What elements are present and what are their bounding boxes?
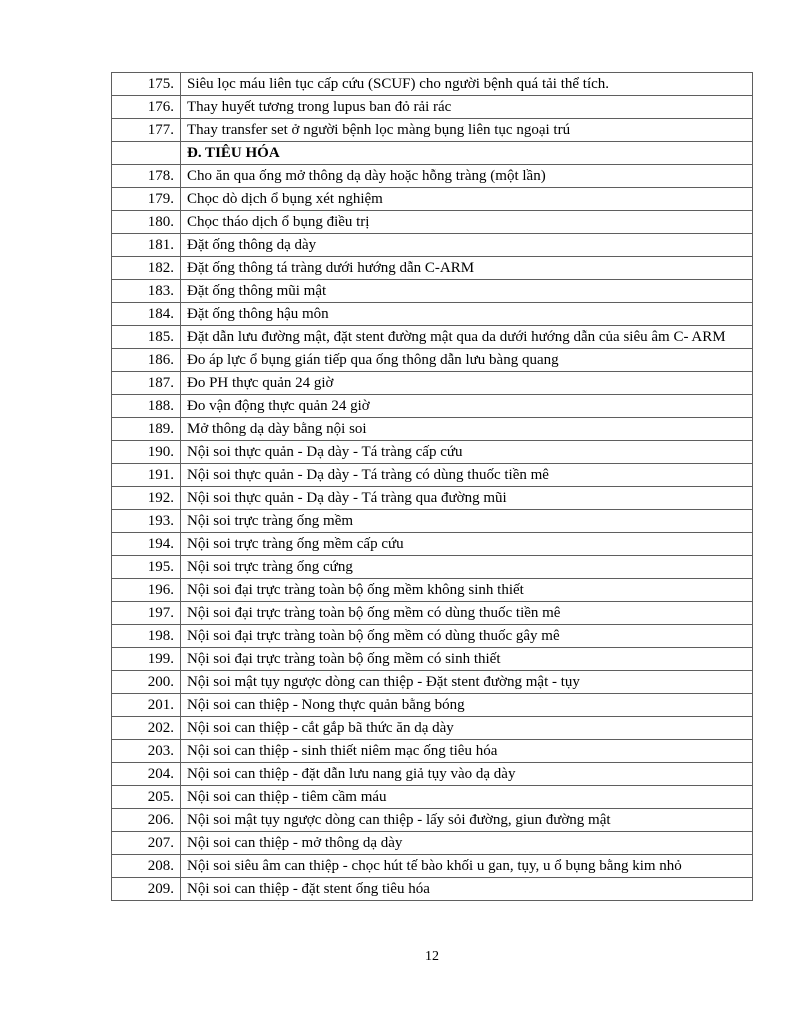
row-text: Đặt ống thông tá tràng dưới hướng dẫn C-ARM bbox=[181, 257, 753, 280]
row-text: Đặt dẫn lưu đường mật, đặt stent đường mật qua da dưới hướng dẫn của siêu âm C- ARM bbox=[181, 326, 753, 349]
table-row bbox=[112, 280, 753, 303]
row-text: Nội soi thực quản - Dạ dày - Tá tràng cấp cứu bbox=[181, 441, 753, 464]
row-number: 207. bbox=[112, 832, 181, 855]
procedures-table-body bbox=[112, 73, 753, 901]
row-number: 190. bbox=[112, 441, 181, 464]
row-number: 197. bbox=[112, 602, 181, 625]
table-row bbox=[112, 556, 753, 579]
row-text: Nội soi can thiệp - sinh thiết niêm mạc ống tiêu hóa bbox=[181, 740, 753, 763]
row-number: 191. bbox=[112, 464, 181, 487]
row-number: 186. bbox=[112, 349, 181, 372]
table-row bbox=[112, 441, 753, 464]
row-number: 194. bbox=[112, 533, 181, 556]
table-row bbox=[112, 96, 753, 119]
table-row bbox=[112, 855, 753, 878]
row-text: Đo vận động thực quản 24 giờ bbox=[181, 395, 753, 418]
row-text: Chọc dò dịch ổ bụng xét nghiệm bbox=[181, 188, 753, 211]
row-number: 176. bbox=[112, 96, 181, 119]
row-text: Nội soi can thiệp - Nong thực quản bằng bóng bbox=[181, 694, 753, 717]
table-row bbox=[112, 303, 753, 326]
row-number: 205. bbox=[112, 786, 181, 809]
row-number: 182. bbox=[112, 257, 181, 280]
row-number: 202. bbox=[112, 717, 181, 740]
table-row bbox=[112, 165, 753, 188]
row-text: Đ. TIÊU HÓA bbox=[181, 142, 753, 165]
row-number: 201. bbox=[112, 694, 181, 717]
row-text: Nội soi mật tụy ngược dòng can thiệp - Đặt stent đường mật - tụy bbox=[181, 671, 753, 694]
table-row bbox=[112, 717, 753, 740]
row-text: Cho ăn qua ống mở thông dạ dày hoặc hỗng tràng (một lần) bbox=[181, 165, 753, 188]
row-text: Nội soi đại trực tràng toàn bộ ống mềm không sinh thiết bbox=[181, 579, 753, 602]
row-number: 204. bbox=[112, 763, 181, 786]
table-row bbox=[112, 142, 753, 165]
row-number: 187. bbox=[112, 372, 181, 395]
table-row bbox=[112, 533, 753, 556]
row-number: 179. bbox=[112, 188, 181, 211]
row-text: Nội soi thực quản - Dạ dày - Tá tràng có dùng thuốc tiền mê bbox=[181, 464, 753, 487]
row-number: 206. bbox=[112, 809, 181, 832]
row-text: Đo PH thực quản 24 giờ bbox=[181, 372, 753, 395]
row-number: 203. bbox=[112, 740, 181, 763]
page-number: 12 bbox=[425, 949, 439, 964]
row-number: 200. bbox=[112, 671, 181, 694]
row-number: 198. bbox=[112, 625, 181, 648]
row-text: Đặt ống thông hậu môn bbox=[181, 303, 753, 326]
table-row bbox=[112, 694, 753, 717]
table-row bbox=[112, 579, 753, 602]
row-text: Nội soi can thiệp - tiêm cầm máu bbox=[181, 786, 753, 809]
row-text: Nội soi mật tụy ngược dòng can thiệp - lấy sỏi đường, giun đường mật bbox=[181, 809, 753, 832]
row-number: 199. bbox=[112, 648, 181, 671]
table-row bbox=[112, 234, 753, 257]
row-number: 181. bbox=[112, 234, 181, 257]
row-text: Nội soi siêu âm can thiệp - chọc hút tế bào khối u gan, tụy, u ổ bụng bằng kim nhỏ bbox=[181, 855, 753, 878]
row-number: 196. bbox=[112, 579, 181, 602]
row-number: 189. bbox=[112, 418, 181, 441]
table-row bbox=[112, 740, 753, 763]
table-row bbox=[112, 671, 753, 694]
table-row bbox=[112, 257, 753, 280]
table-row bbox=[112, 349, 753, 372]
row-text: Đặt ống thông mũi mật bbox=[181, 280, 753, 303]
table-row bbox=[112, 625, 753, 648]
table-row bbox=[112, 119, 753, 142]
row-number: 208. bbox=[112, 855, 181, 878]
row-text: Đo áp lực ổ bụng gián tiếp qua ống thông dẫn lưu bàng quang bbox=[181, 349, 753, 372]
row-text: Thay transfer set ở người bệnh lọc màng bụng liên tục ngoại trú bbox=[181, 119, 753, 142]
row-text: Nội soi trực tràng ống mềm cấp cứu bbox=[181, 533, 753, 556]
row-number: 195. bbox=[112, 556, 181, 579]
row-text: Thay huyết tương trong lupus ban đỏ rải rác bbox=[181, 96, 753, 119]
row-text: Mở thông dạ dày bằng nội soi bbox=[181, 418, 753, 441]
row-text: Nội soi đại trực tràng toàn bộ ống mềm có sinh thiết bbox=[181, 648, 753, 671]
row-text: Chọc tháo dịch ổ bụng điều trị bbox=[181, 211, 753, 234]
row-text: Đặt ống thông dạ dày bbox=[181, 234, 753, 257]
table-row bbox=[112, 878, 753, 901]
row-number: 183. bbox=[112, 280, 181, 303]
row-number: 177. bbox=[112, 119, 181, 142]
table-row bbox=[112, 211, 753, 234]
row-number: 188. bbox=[112, 395, 181, 418]
row-number: 193. bbox=[112, 510, 181, 533]
row-number: 178. bbox=[112, 165, 181, 188]
row-number: 192. bbox=[112, 487, 181, 510]
table-row bbox=[112, 487, 753, 510]
table-row bbox=[112, 602, 753, 625]
row-text: Siêu lọc máu liên tục cấp cứu (SCUF) cho người bệnh quá tải thể tích. bbox=[181, 73, 753, 96]
table-row bbox=[112, 73, 753, 96]
table-row bbox=[112, 786, 753, 809]
row-text: Nội soi can thiệp - đặt dẫn lưu nang giả tụy vào dạ dày bbox=[181, 763, 753, 786]
row-text: Nội soi đại trực tràng toàn bộ ống mềm có dùng thuốc tiền mê bbox=[181, 602, 753, 625]
table-row bbox=[112, 809, 753, 832]
row-number: 185. bbox=[112, 326, 181, 349]
table-row bbox=[112, 510, 753, 533]
table-row bbox=[112, 372, 753, 395]
table-row bbox=[112, 832, 753, 855]
row-text: Nội soi trực tràng ống mềm bbox=[181, 510, 753, 533]
row-text: Nội soi trực tràng ống cứng bbox=[181, 556, 753, 579]
table-row bbox=[112, 188, 753, 211]
row-number: 175. bbox=[112, 73, 181, 96]
row-number bbox=[112, 142, 181, 165]
row-text: Nội soi thực quản - Dạ dày - Tá tràng qua đường mũi bbox=[181, 487, 753, 510]
row-number: 184. bbox=[112, 303, 181, 326]
row-number: 180. bbox=[112, 211, 181, 234]
row-text: Nội soi can thiệp - cắt gắp bã thức ăn dạ dày bbox=[181, 717, 753, 740]
row-number: 209. bbox=[112, 878, 181, 901]
row-text: Nội soi can thiệp - mở thông dạ dày bbox=[181, 832, 753, 855]
table-row bbox=[112, 648, 753, 671]
procedures-table bbox=[111, 72, 753, 901]
table-row bbox=[112, 395, 753, 418]
row-text: Nội soi can thiệp - đặt stent ống tiêu hóa bbox=[181, 878, 753, 901]
row-text: Nội soi đại trực tràng toàn bộ ống mềm có dùng thuốc gây mê bbox=[181, 625, 753, 648]
table-row bbox=[112, 418, 753, 441]
table-row bbox=[112, 464, 753, 487]
table-row bbox=[112, 326, 753, 349]
table-row bbox=[112, 763, 753, 786]
